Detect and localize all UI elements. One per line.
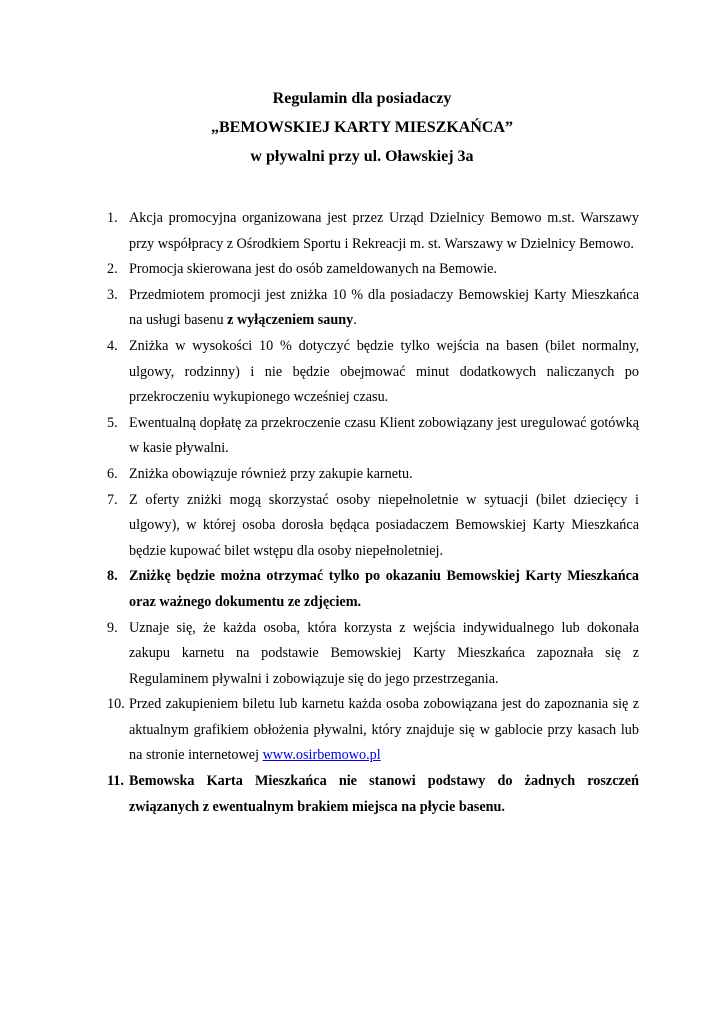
- rule-number: 6.: [107, 465, 118, 482]
- rule-number: 2.: [107, 261, 118, 278]
- rule-item-3: [107, 283, 639, 334]
- rule-number: 11.: [107, 773, 124, 790]
- rule-item-4: [107, 334, 639, 411]
- title-line-3: w pływalni przy ul. Oławskiej 3a: [250, 148, 474, 165]
- rule-item-7: [107, 488, 639, 565]
- rule-number: 4.: [107, 337, 118, 354]
- rule-text: Uznaje się, że każda osoba, która korzysta z wejścia indywidualnego lub dokonała zakupu karnetu na podstawie Bemowskiej Karty Mieszkańca zapoznała się z Regulaminem pływalni i zobowiązuje się do jego przestrzegania.: [129, 619, 639, 687]
- rule-item-11: [107, 769, 639, 820]
- rule-text: Zniżka w wysokości 10 % dotyczyć będzie tylko wejścia na basen (bilet normalny, ulgowy, rodzinny) i nie będzie obejmować minut dodatkowych naliczanych po przekroczeniu wykupionego wcześniej czasu.: [129, 337, 639, 406]
- rule-item-8: [107, 564, 639, 615]
- rule-text: Z oferty zniżki mogą skorzystać osoby niepełnoletnie w sytuacji (bilet dziecięcy i ulgowy), w której osoba dorosła będąca posiadaczem Bemowskiej Karty Mieszkańca będzie kupować bilet wstępu dla osoby niepełnoletniej.: [129, 491, 639, 559]
- rule-text: Przedmiotem promocji jest zniżka 10 % dla posiadaczy Bemowskiej Karty Mieszkańca na usługi basenu: [129, 286, 639, 329]
- document-title: [0, 84, 724, 171]
- rule-number: 7.: [107, 491, 118, 508]
- rule-item-2: [107, 257, 639, 283]
- rule-number: 8.: [107, 568, 118, 585]
- title-line-1: Regulamin dla posiadaczy: [272, 90, 452, 107]
- rule-text: Promocja skierowana jest do osób zameldowanych na Bemowie.: [129, 261, 497, 278]
- title-line-2: „BEMOWSKIEJ KARTY MIESZKAŃCA”: [211, 119, 513, 136]
- rule-number: 1.: [107, 210, 118, 226]
- rule-text-bold: z wyłączeniem sauny: [227, 312, 354, 329]
- rule-number: 9.: [107, 619, 118, 636]
- rule-item-1: [107, 206, 639, 257]
- rule-text-end: .: [353, 312, 357, 329]
- rule-text: Akcja promocyjna organizowana jest przez Urząd Dzielnicy Bemowo m.st. Warszawy przy współpracy z Ośrodkiem Sportu i Rekreacji m. st. Warszawy w Dzielnicy Bemowo.: [129, 210, 639, 252]
- rule-item-5: [107, 411, 639, 462]
- rule-text: Przed zakupieniem biletu lub karnetu każda osoba zobowiązana jest do zapoznania się z aktualnym grafikiem obłożenia pływalni, który znajduje się w gablocie przy kasach lub na stronie internetowej: [129, 696, 639, 764]
- website-link[interactable]: www.osirbemowo.pl: [262, 747, 381, 764]
- rule-number: 3.: [107, 286, 118, 303]
- rule-item-9: [107, 616, 639, 693]
- rules-list: [107, 206, 639, 820]
- rule-text: Ewentualną dopłatę za przekroczenie czasu Klient zobowiązany jest uregulować gotówką w kasie pływalni.: [129, 414, 639, 457]
- rule-text: Bemowska Karta Mieszkańca nie stanowi podstawy do żadnych roszczeń związanych z ewentualnym brakiem miejsca na płycie basenu.: [129, 773, 639, 815]
- rule-number: 10.: [107, 696, 125, 713]
- rule-text: Zniżkę będzie można otrzymać tylko po okazaniu Bemowskiej Karty Mieszkańca oraz ważnego dokumentu ze zdjęciem.: [129, 568, 639, 610]
- rule-text: Zniżka obowiązuje również przy zakupie karnetu.: [129, 465, 413, 482]
- rule-number: 5.: [107, 414, 118, 431]
- rule-item-10: [107, 692, 639, 769]
- rule-item-6: [107, 462, 639, 488]
